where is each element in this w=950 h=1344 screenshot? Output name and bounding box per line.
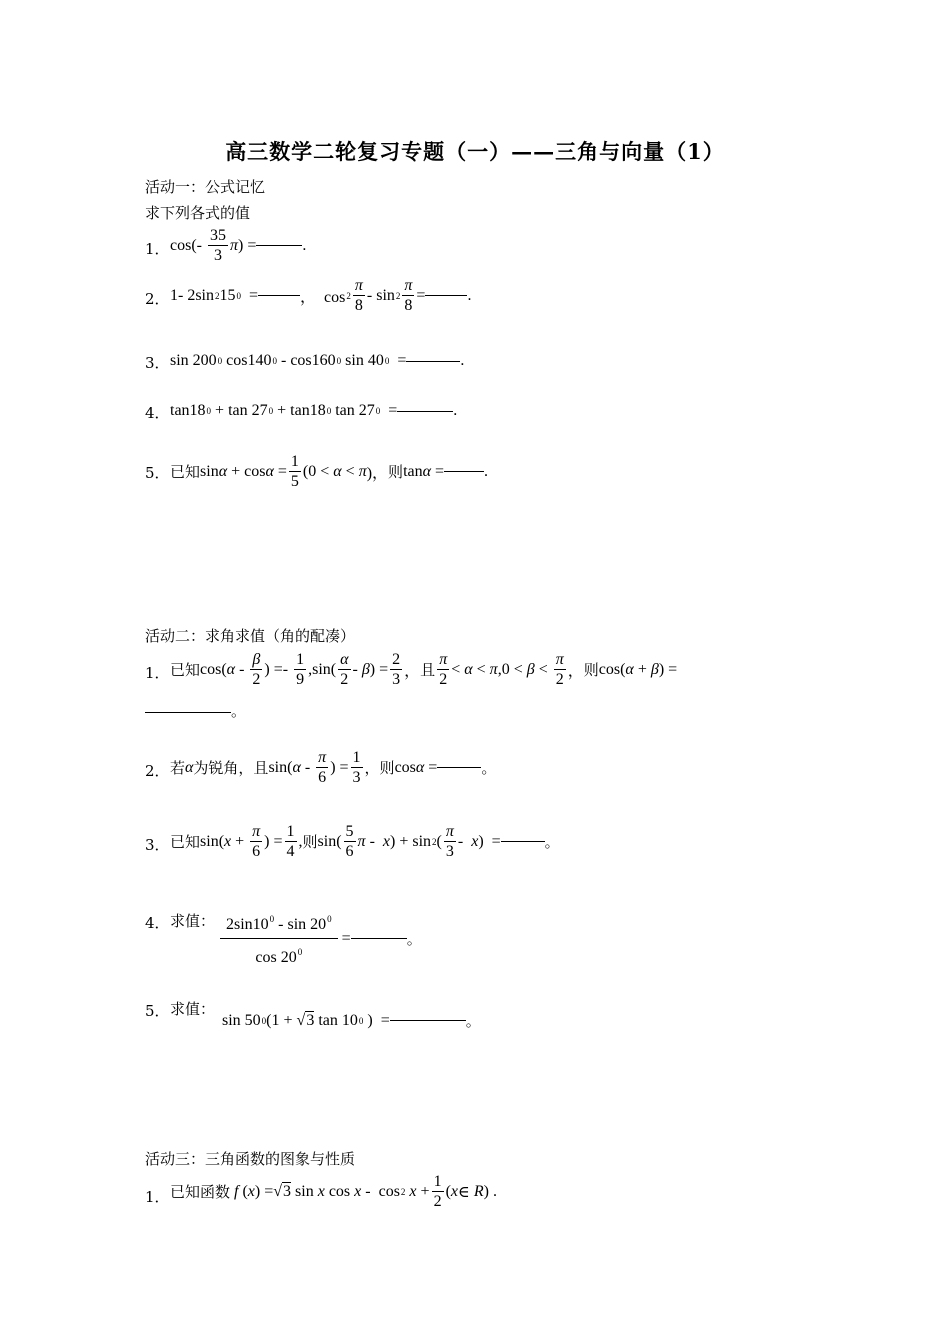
activity2-item4-number: 4． (145, 914, 170, 932)
p5-prefix: 求值： (170, 1000, 216, 1018)
activity2-item4-expr: $2\sin 10^0$ - $\sin 20^0$ $\cos 20^0$ = 。 (220, 906, 422, 971)
activity2-item2-number: 2． (145, 762, 170, 780)
activity1-item3-expr: sin 200 0 cos140 0 - cos160 0 sin 40 0 = . (170, 352, 465, 369)
page-title: 高三数学二轮复习专题（一）——三角与向量（1） (225, 139, 725, 164)
activity2-heading: 活动二：求角求值（角的配凑） (145, 627, 356, 645)
then-label: 则 (388, 463, 404, 481)
activity2-item5-expr: sin 50 0 (1 + √ 3 tan 10 0 ) = 。 (222, 1011, 481, 1030)
activity2-item3-number: 3． (145, 836, 170, 854)
activity2-item1-expr: 已知 cos( α - $\frac{\beta}{2}$ ) =- $\frac{1}{9}$ ,sin( $\frac{\alpha}{2}$ - β ) = $\frac{2}{3}$ ， 且 $\frac{\pi}{2}$ < α < π ,0 < β < $\frac{\pi}{2}$ ， 则 cos( α + β ) = (170, 651, 678, 688)
activity1-item3-number: 3． (145, 354, 170, 372)
activity1-item1-expr: cos(- $\frac{35}{3}$ π ) = . (170, 227, 307, 264)
activity2-item1-number: 1． (145, 664, 170, 682)
a3-p1-prefix: 已知函数 (170, 1183, 231, 1201)
p4-prefix: 求值： (170, 912, 216, 930)
activity1-item2-number: 2． (145, 290, 170, 308)
activity2-item1-answer (145, 702, 246, 720)
activity3-item1-expr: 已知函数 f ( x ) =√ 3 sin x cos x - cos 2 x + $\frac{1}{2}$ ( x ∈ R ) . (170, 1173, 497, 1210)
p2-prefix: 若 (170, 759, 186, 777)
p3-ze: 则 (302, 833, 318, 851)
p1-prefix: 已知 (170, 661, 201, 679)
period: 。 (231, 702, 247, 720)
activity1-item4-number: 4． (145, 404, 170, 422)
activity2-item5-number: 5． (145, 1002, 170, 1020)
p3-prefix: 已知 (170, 833, 201, 851)
activity2-item2-expr: 若 α 为锐角，且 sin( α - $\frac{\pi}{6}$ ) = $\frac{1}{3}$ ，则 cos α = 。 (170, 749, 497, 786)
activity1-item4-expr: tan18 0 + tan 27 0 + tan18 0 tan 27 0 = . (170, 402, 458, 419)
p1-qie: 且 (420, 661, 436, 679)
activity1-item2-expr: 1- 2sin 2 15 0 = ， cos 2 $\frac{\pi}{8}$ - sin 2 $\frac{\pi}{8}$ = . (170, 277, 472, 314)
known-label: 已知 (170, 463, 201, 481)
p1-ze: 则 (583, 661, 599, 679)
activity3-heading: 活动三：三角函数的图象与性质 (145, 1150, 356, 1168)
activity1-item5-number: 5． (145, 464, 170, 482)
activity3-item1-number: 1． (145, 1188, 170, 1206)
activity1-heading: 活动一：公式记忆 (145, 178, 266, 196)
activity2-item3-expr: 已知 sin( x + $\frac{\pi}{6}$ ) = $\frac{1}{4}$ , 则 sin( $\frac{5}{6}$ π - x ) + sin 2 ( $\frac{\pi}{3}$ - x ) = 。 (170, 823, 560, 860)
activity1-item5-expr: 已知 sin α + cos α = $\frac{1}{5}$ (0 < α < π )， 则 tan α = . (170, 453, 489, 490)
activity1-instruction: 求下列各式的值 (145, 204, 251, 222)
activity1-item1-number: 1． (145, 240, 170, 258)
p2-ze: ，则 (364, 759, 395, 777)
p2-mid: 为锐角，且 (193, 759, 269, 777)
